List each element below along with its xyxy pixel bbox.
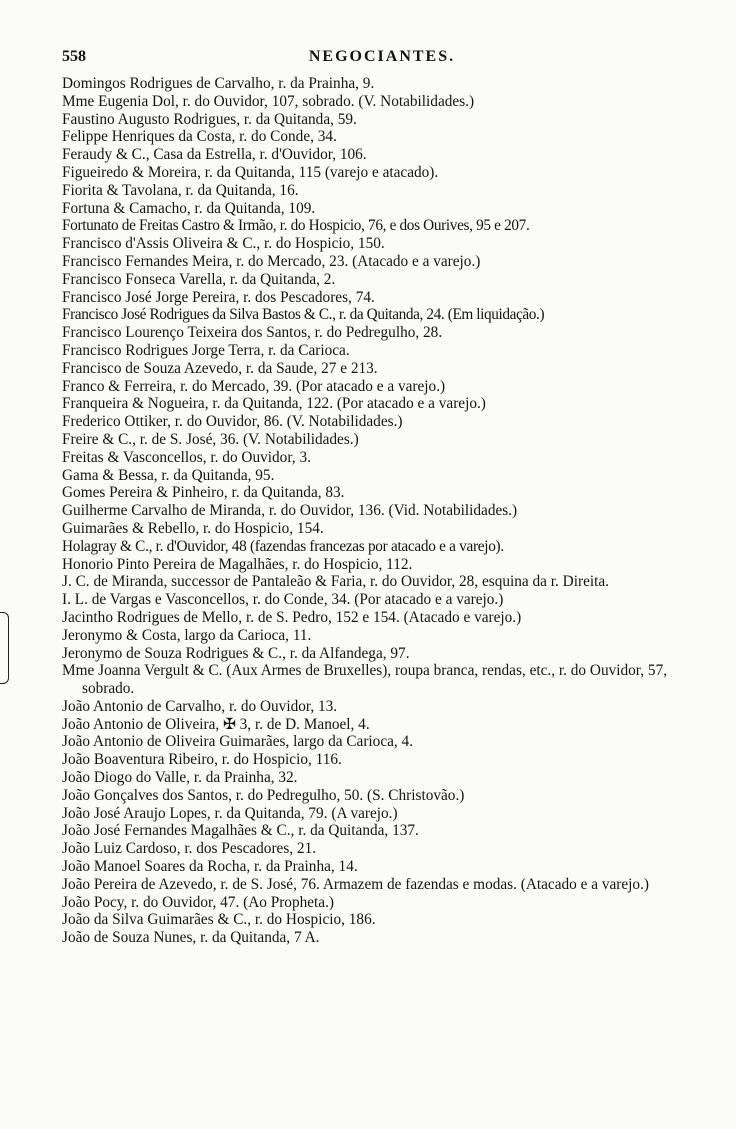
list-item: João Pereira de Azevedo, r. de S. José, 76. Armazem de fazendas e modas. (Atacado e a varejo.) [62,875,650,893]
list-item: Franco & Ferreira, r. do Mercado, 39. (Por atacado e a varejo.) [62,377,446,395]
list-item: Gomes Pereira & Pinheiro, r. da Quitanda, 83. [62,484,345,502]
list-item: Francisco Rodrigues Jorge Terra, r. da Carioca. [62,341,350,359]
list-item: João Pocy, r. do Ouvidor, 47. (Ao Propheta.) [62,893,335,911]
list-item: J. C. de Miranda, successor de Pantaleão & Faria, r. do Ouvidor, 28, esquina da r. Direita. [62,573,609,591]
list-item: João da Silva Guimarães & C., r. do Hospicio, 186. [62,911,376,929]
list-item: Guilherme Carvalho de Miranda, r. do Ouvidor, 136. (Vid. Notabilidades.) [62,502,518,520]
list-item: Feraudy & C., Casa da Estrella, r. d'Ouvidor, 106. [62,146,367,164]
list-item: Felippe Henriques da Costa, r. do Conde, 34. [62,128,337,146]
list-item: Francisco José Jorge Pereira, r. dos Pescadores, 74. [62,288,375,306]
list-item: João de Souza Nunes, r. da Quitanda, 7 A. [62,929,320,947]
list-item: Francisco Fernandes Meira, r. do Mercado, 23. (Atacado e a varejo.) [62,252,481,270]
list-item: João José Fernandes Magalhães & C., r. da Quitanda, 137. [62,822,419,840]
binding-mark [0,612,9,684]
list-item: Faustino Augusto Rodrigues, r. da Quitanda, 59. [62,110,357,128]
list-item: João Antonio de Carvalho, r. do Ouvidor, 13. [62,697,338,715]
list-item: Francisco José Rodrigues da Silva Bastos & C., r. da Quitanda, 24. (Em liquidação.) [62,306,545,324]
list-item: Francisco d'Assis Oliveira & C., r. do Hospicio, 150. [62,235,385,253]
list-item: I. L. de Vargas e Vasconcellos, r. do Conde, 34. (Por atacado e a varejo.) [62,591,504,609]
list-item: Fortunato de Freitas Castro & Irmão, r. do Hospicio, 76, e dos Ourives, 95 e 207. [62,217,530,235]
list-item: Gama & Bessa, r. da Quitanda, 95. [62,466,275,484]
page-title: NEGOCIANTES. [308,48,456,65]
list-item: Francisco Fonseca Varella, r. da Quitanda, 2. [62,270,336,288]
list-item: Jeronymo & Costa, largo da Carioca, 11. [62,626,312,644]
page-header [62,48,702,70]
list-item: João Antonio de Oliveira Guimarães, largo da Carioca, 4. [62,733,414,751]
list-item: Franqueira & Nogueira, r. da Quitanda, 122. (Por atacado e a varejo.) [62,395,486,413]
list-item: Francisco de Souza Azevedo, r. da Saude, 27 e 213. [62,359,378,377]
list-item: Frederico Ottiker, r. do Ouvidor, 86. (V. Notabilidades.) [62,413,403,431]
list-item: Mme Joanna Vergult & C. (Aux Armes de Bruxelles), roupa branca, rendas, etc., r. do Ouvidor, 57, sobrado. [62,662,668,698]
list-item: Mme Eugenia Dol, r. do Ouvidor, 107, sobrado. (V. Notabilidades.) [62,92,475,110]
list-item: Figueiredo & Moreira, r. da Quitanda, 115 (varejo e atacado). [62,163,439,181]
list-item: João Luiz Cardoso, r. dos Pescadores, 21. [62,840,317,858]
list-item: João José Araujo Lopes, r. da Quitanda, 79. (A varejo.) [62,804,398,822]
merchant-list [62,75,712,947]
list-item: Freitas & Vasconcellos, r. do Ouvidor, 3. [62,448,311,466]
list-item: Honorio Pinto Pereira de Magalhães, r. do Hospicio, 112. [62,555,413,573]
list-item: Francisco Lourenço Teixeira dos Santos, r. do Pedregulho, 28. [62,324,443,342]
list-item: Fortuna & Camacho, r. da Quitanda, 109. [62,199,316,217]
page-number: 558 [62,48,86,65]
list-item: Guimarães & Rebello, r. do Hospicio, 154. [62,519,324,537]
list-item: Domingos Rodrigues de Carvalho, r. da Prainha, 9. [62,75,375,92]
list-item: João Gonçalves dos Santos, r. do Pedregulho, 50. (S. Christovão.) [62,786,465,804]
list-item: João Antonio de Oliveira, ✠ 3, r. de D. Manoel, 4. [62,715,370,733]
list-item: João Manoel Soares da Rocha, r. da Prainha, 14. [62,858,358,876]
list-item: Freire & C., r. de S. José, 36. (V. Notabilidades.) [62,430,359,448]
list-item: Jeronymo de Souza Rodrigues & C., r. da Alfandega, 97. [62,644,410,662]
list-item: João Boaventura Ribeiro, r. do Hospicio, 116. [62,751,342,769]
list-item: João Diogo do Valle, r. da Prainha, 32. [62,769,298,787]
list-item: Jacintho Rodrigues de Mello, r. de S. Pedro, 152 e 154. (Atacado e varejo.) [62,608,522,626]
list-item: Fiorita & Tavolana, r. da Quitanda, 16. [62,181,299,199]
list-item: Holagray & C., r. d'Ouvidor, 48 (fazendas francezas por atacado e a varejo). [62,537,504,555]
